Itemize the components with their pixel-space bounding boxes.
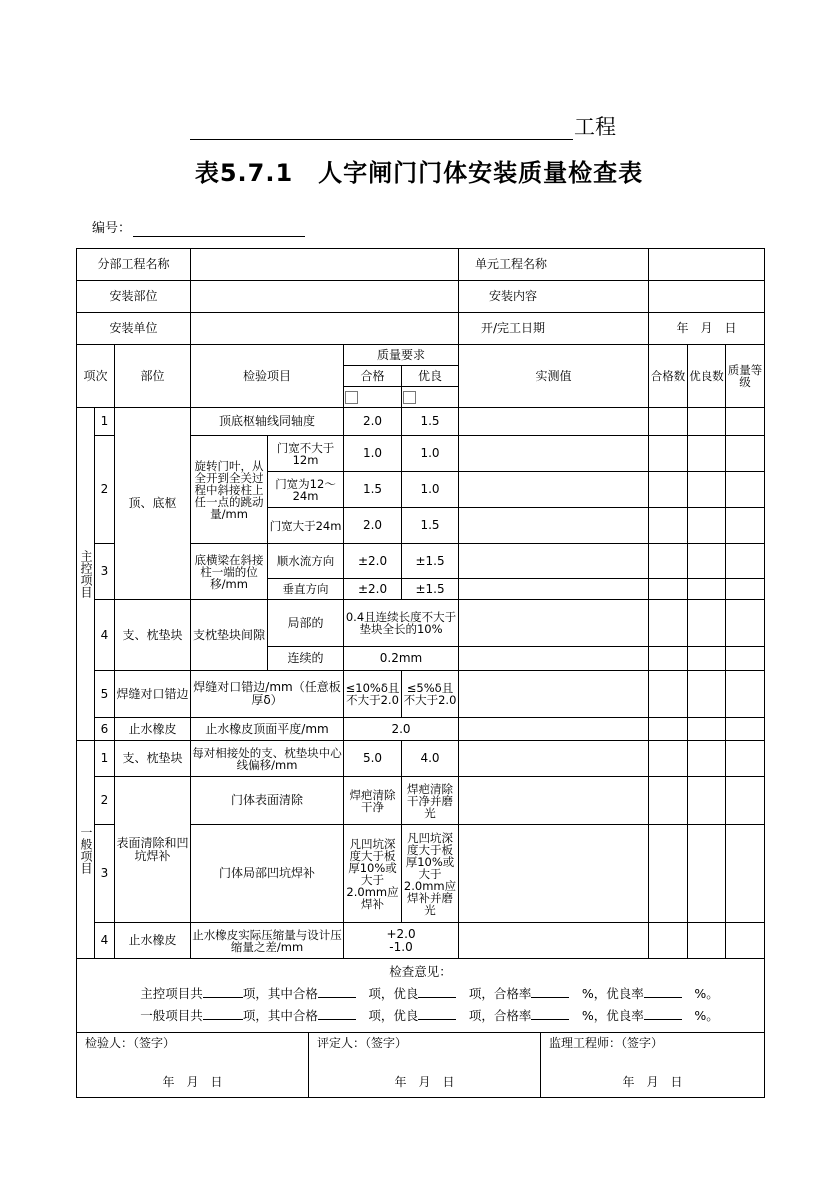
- check-item: 门体局部凹坑焊补: [191, 825, 344, 923]
- measured-cell[interactable]: [459, 579, 649, 600]
- opinion-label: 检查意见：: [389, 964, 452, 979]
- row-no: 4: [95, 600, 115, 671]
- sub-item: 垂直方向: [268, 579, 344, 600]
- measured-cell[interactable]: [459, 600, 649, 647]
- inspection-table: [76, 248, 765, 1098]
- evaluator-signature[interactable]: 评定人：（签字） 年 月 日: [309, 1033, 541, 1097]
- project-suffix: 工程: [574, 115, 616, 139]
- group-main: 主控项目: [77, 408, 95, 741]
- part-surface-clean: 表面清除和凹坑焊补: [115, 777, 191, 923]
- measured-cell[interactable]: [459, 671, 649, 718]
- qualified-value: ±2.0: [344, 579, 402, 600]
- part-weld-misalign: 焊缝对口错边: [115, 671, 191, 718]
- main-excellent-rate-blank[interactable]: [644, 985, 682, 998]
- row-no: 5: [95, 671, 115, 718]
- install-location-label: 安装部位: [77, 281, 191, 313]
- sub-item: 局部的: [268, 600, 344, 647]
- row-no: 6: [95, 718, 115, 741]
- install-content-value[interactable]: [649, 281, 765, 313]
- col-check-item: 检验项目: [191, 345, 344, 408]
- excellent-value: 1.0: [402, 472, 459, 508]
- quality-value: 0.4且连续长度不大于垫块全长的10%: [344, 600, 459, 647]
- supervisor-signature[interactable]: 监理工程师：（签字） 年 月 日: [549, 1036, 683, 1089]
- check-item: 旋转门叶，从全开到全关过程中斜接柱上任一点的跳动量/mm: [191, 436, 268, 544]
- qualified-value: 1.0: [344, 436, 402, 472]
- quality-upper: +2.0: [386, 926, 416, 941]
- part-support-pad: 支、枕垫块: [115, 600, 191, 671]
- measured-cell[interactable]: [459, 741, 649, 777]
- measured-cell[interactable]: [459, 544, 649, 579]
- sub-item: 门宽大于24m: [268, 508, 344, 544]
- excellent-checkbox[interactable]: [403, 391, 416, 404]
- qualified-value: 1.5: [344, 472, 402, 508]
- qualified-value: 5.0: [344, 741, 402, 777]
- sub-project-value[interactable]: [191, 249, 459, 281]
- excellent-value: 1.0: [402, 436, 459, 472]
- col-item-no: 项次: [77, 345, 115, 408]
- col-measured: 实测值: [459, 345, 649, 408]
- sub-item: 顺水流方向: [268, 544, 344, 579]
- install-content-label: 安装内容: [459, 281, 649, 313]
- part-water-seal: 止水橡皮: [115, 923, 191, 959]
- opinion-general-line: 一般项目共 项，其中合格 项，优良 项，合格率 %，优良率 %。: [140, 1008, 719, 1023]
- code-label: 编号：: [92, 221, 132, 236]
- quality-lower: -1.0: [389, 939, 413, 954]
- inspection-opinion: [77, 959, 765, 1033]
- project-name-blank[interactable]: [190, 113, 573, 141]
- measured-cell[interactable]: [459, 825, 649, 923]
- check-item: 底横梁在斜接柱一端的位移/mm: [191, 544, 268, 600]
- date-value[interactable]: 年 月 日: [649, 313, 765, 345]
- main-excellent-blank[interactable]: [418, 985, 456, 998]
- code-field[interactable]: [133, 236, 305, 237]
- col-excellent-count: 优良数: [688, 345, 726, 408]
- page-title: 表5.7.1 人字闸门门体安装质量检查表: [194, 159, 644, 187]
- qualified-value: 2.0: [344, 508, 402, 544]
- sub-item: 连续的: [268, 647, 344, 671]
- main-qualified-blank[interactable]: [318, 985, 356, 998]
- general-qualified-blank[interactable]: [318, 1007, 356, 1020]
- date-label: 开/完工日期: [459, 313, 649, 345]
- excellent-value: ≤5%δ且不大于2.0: [402, 671, 459, 718]
- check-item: 止水橡皮实际压缩量与设计压缩量之差/mm: [191, 923, 344, 959]
- quality-value: 0.2mm: [344, 647, 459, 671]
- group-general: 一般项目: [77, 741, 95, 959]
- general-excellent-rate-blank[interactable]: [644, 1007, 682, 1020]
- install-location-value[interactable]: [191, 281, 459, 313]
- measured-cell[interactable]: [459, 436, 649, 472]
- sub-project-label: 分部工程名称: [77, 249, 191, 281]
- measured-cell[interactable]: [459, 472, 649, 508]
- opinion-main-line: 主控项目共 项，其中合格 项，优良 项，合格率 %，优良率 %。: [140, 986, 719, 1001]
- row-no: 3: [95, 825, 115, 923]
- row-no: 4: [95, 923, 115, 959]
- excellent-value: 1.5: [402, 508, 459, 544]
- qualified-value: 焊疤清除干净: [344, 777, 402, 825]
- general-rate-blank[interactable]: [531, 1007, 569, 1020]
- check-item: 每对相接处的支、枕垫块中心线偏移/mm: [191, 741, 344, 777]
- check-item: 止水橡皮顶面平度/mm: [191, 718, 344, 741]
- excellent-value: 1.5: [402, 408, 459, 436]
- part-support-pad: 支、枕垫块: [115, 741, 191, 777]
- excellent-value: ±1.5: [402, 544, 459, 579]
- check-item: 顶底枢轴线同轴度: [191, 408, 344, 436]
- qualified-value: ±2.0: [344, 544, 402, 579]
- col-qualified-count: 合格数: [649, 345, 688, 408]
- col-quality-req: 质量要求: [344, 345, 459, 366]
- general-total-blank[interactable]: [203, 1007, 243, 1020]
- excellent-value: 4.0: [402, 741, 459, 777]
- qualified-value: ≤10%δ且不大于2.0: [344, 671, 402, 718]
- check-item: 焊缝对口错边/mm（任意板厚δ）: [191, 671, 344, 718]
- quality-value: [344, 923, 459, 959]
- qualified-value: 2.0: [344, 408, 402, 436]
- excellent-value: ±1.5: [402, 579, 459, 600]
- install-unit-value[interactable]: [191, 313, 459, 345]
- qualified-checkbox[interactable]: [345, 391, 358, 404]
- sub-item: 门宽不大于12m: [268, 436, 344, 472]
- main-rate-blank[interactable]: [531, 985, 569, 998]
- col-qualified: 合格: [344, 366, 402, 387]
- row-no: 2: [95, 436, 115, 544]
- row-no: 1: [95, 741, 115, 777]
- measured-cell[interactable]: [459, 718, 649, 741]
- measured-cell[interactable]: [459, 923, 649, 959]
- qualified-value: 凡凹坑深度大于板厚10%或大于2.0mm应焊补: [344, 825, 402, 923]
- measured-cell[interactable]: [459, 647, 649, 671]
- measured-cell[interactable]: [459, 777, 649, 825]
- unit-project-value[interactable]: [649, 249, 765, 281]
- measured-cell[interactable]: [459, 508, 649, 544]
- inspector-signature[interactable]: 检验人：（签字） 年 月 日: [77, 1033, 309, 1097]
- sub-item: 门宽为12～24m: [268, 472, 344, 508]
- col-quality-grade: 质量等级: [726, 345, 765, 408]
- excellent-value: 凡凹坑深度大于板厚10%或大于2.0mm应焊补并磨光: [402, 825, 459, 923]
- col-excellent: 优良: [402, 366, 459, 387]
- part-top-bottom-pivot: 顶、底枢: [115, 408, 191, 600]
- install-unit-label: 安装单位: [77, 313, 191, 345]
- general-excellent-blank[interactable]: [418, 1007, 456, 1020]
- main-total-blank[interactable]: [203, 985, 243, 998]
- check-item: 支枕垫块间隙: [191, 600, 268, 671]
- part-water-seal: 止水橡皮: [115, 718, 191, 741]
- check-item: 门体表面清除: [191, 777, 344, 825]
- row-no: 2: [95, 777, 115, 825]
- measured-cell[interactable]: [459, 408, 649, 436]
- excellent-value: 焊疤清除干净并磨光: [402, 777, 459, 825]
- quality-value: 2.0: [344, 718, 459, 741]
- col-part: 部位: [115, 345, 191, 408]
- row-no: 1: [95, 408, 115, 436]
- unit-project-label: 单元工程名称: [459, 249, 649, 281]
- row-no: 3: [95, 544, 115, 600]
